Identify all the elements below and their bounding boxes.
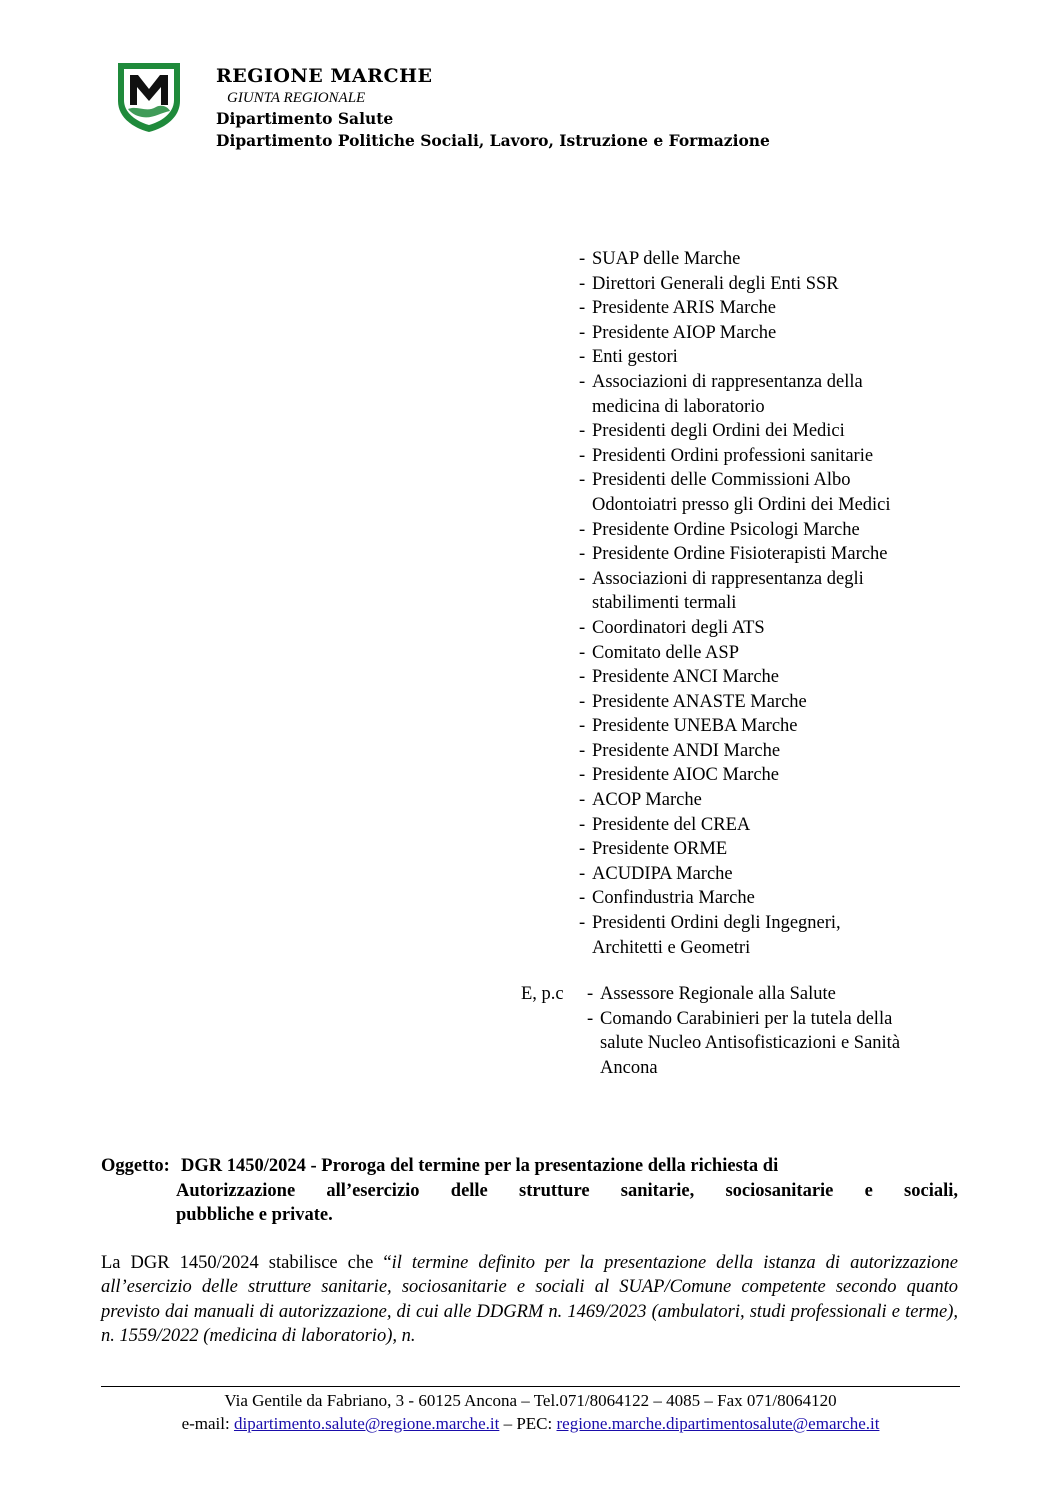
subject-label: Oggetto: [101, 1156, 170, 1176]
recipient-item: - Presidente ANCI Marche [579, 665, 891, 690]
footer [101, 1389, 960, 1435]
giunta-name: GIUNTA REGIONALE [227, 90, 366, 106]
recipient-item: - Presidente AIOP Marche [579, 321, 891, 346]
recipient-line: Presidenti delle Commissioni Albo [592, 470, 851, 491]
recipient-line: Odontoiatri presso gli Ordini dei Medici [592, 494, 891, 515]
pec-link[interactable]: regione.marche.dipartimentosalute@emarche.it [556, 1414, 880, 1433]
recipient-item [579, 911, 891, 960]
body-lead: La DGR 1450/2024 stabilisce che “ [101, 1253, 392, 1273]
pec-label: – PEC: [499, 1414, 557, 1433]
cc-line: Ancona [600, 1057, 658, 1078]
recipient-item: - Presidente AIOC Marche [579, 763, 891, 788]
recipient-line: medicina di laboratorio [592, 396, 765, 417]
recipient-line: stabilimenti termali [592, 593, 737, 614]
recipients-list [579, 247, 891, 960]
cc-label: E, p.c [521, 984, 564, 1004]
letterhead [216, 64, 770, 152]
recipient-item: - Presidente ARIS Marche [579, 296, 891, 321]
cc-item: - Assessore Regionale alla Salute [587, 982, 900, 1007]
recipient-line: Architetti e Geometri [592, 937, 751, 958]
footer-address: Via Gentile da Fabriano, 3 - 60125 Ancona – Tel.071/8064122 – 4085 – Fax 071/8064120 [224, 1391, 837, 1410]
department-1: Dipartimento Salute [216, 109, 394, 128]
footer-divider [101, 1386, 960, 1387]
recipient-item [579, 468, 891, 517]
subject-line-3: pubbliche e private. [176, 1205, 333, 1226]
recipient-line: Associazioni di rappresentanza della [592, 371, 863, 392]
recipient-item: - Coordinatori degli ATS [579, 616, 891, 641]
department-2: Dipartimento Politiche Sociali, Lavoro, Istruzione e Formazione [216, 131, 770, 150]
recipient-item [579, 370, 891, 419]
recipient-item: - Presidente ORME [579, 837, 891, 862]
cc-list [587, 982, 900, 1080]
cc-line: salute Nucleo Antisofisticazioni e Sanità [600, 1033, 901, 1054]
recipient-item: - Enti gestori [579, 345, 891, 370]
recipient-item: - Presidente ANDI Marche [579, 739, 891, 764]
recipient-item: - Presidenti Ordini professioni sanitarie [579, 444, 891, 469]
recipient-item: - Direttori Generali degli Enti SSR [579, 272, 891, 297]
body-paragraph [101, 1251, 958, 1349]
subject-line-2: Autorizzazione all’esercizio delle strutture sanitarie, sociosanitarie e sociali, [176, 1180, 958, 1201]
subject-block [101, 1154, 958, 1228]
body-quote: il termine definito per la presentazione della istanza di autorizzazione all’esercizio delle strutture sanitarie, sociosanitarie e sociali al SUAP/Comune competente secondo quanto previsto dai manuali di autorizzazione, di cui alle DDGRM n. 1469/2023 (ambulatori, studi professionali e terme), n. 1559/2022 (medicina di laboratorio), n. [101, 1253, 958, 1347]
recipient-item: - Comitato delle ASP [579, 641, 891, 666]
recipient-line: Associazioni di rappresentanza degli [592, 568, 864, 589]
regione-marche-logo [116, 61, 182, 133]
recipient-item: - Presidenti degli Ordini dei Medici [579, 419, 891, 444]
recipient-item: - Presidente Ordine Psicologi Marche [579, 518, 891, 543]
cc-line: Comando Carabinieri per la tutela della [600, 1008, 893, 1029]
region-name: REGIONE MARCHE [216, 65, 433, 87]
recipient-item: - ACUDIPA Marche [579, 862, 891, 887]
recipient-item: - Presidente ANASTE Marche [579, 690, 891, 715]
recipient-line: Presidenti Ordini degli Ingegneri, [592, 913, 841, 934]
recipient-item: - SUAP delle Marche [579, 247, 891, 272]
recipient-item [579, 567, 891, 616]
recipient-item: - Confindustria Marche [579, 886, 891, 911]
subject-line-1: DGR 1450/2024 - Proroga del termine per la presentazione della richiesta di [181, 1156, 779, 1176]
recipient-item: - Presidente Ordine Fisioterapisti Marche [579, 542, 891, 567]
recipient-item: - Presidente UNEBA Marche [579, 714, 891, 739]
email-label: e-mail: [181, 1414, 234, 1433]
email-link[interactable]: dipartimento.salute@regione.marche.it [233, 1414, 500, 1433]
cc-item [587, 1007, 900, 1081]
recipient-item: - ACOP Marche [579, 788, 891, 813]
footer-contacts [101, 1412, 960, 1435]
recipient-item: - Presidente del CREA [579, 813, 891, 838]
